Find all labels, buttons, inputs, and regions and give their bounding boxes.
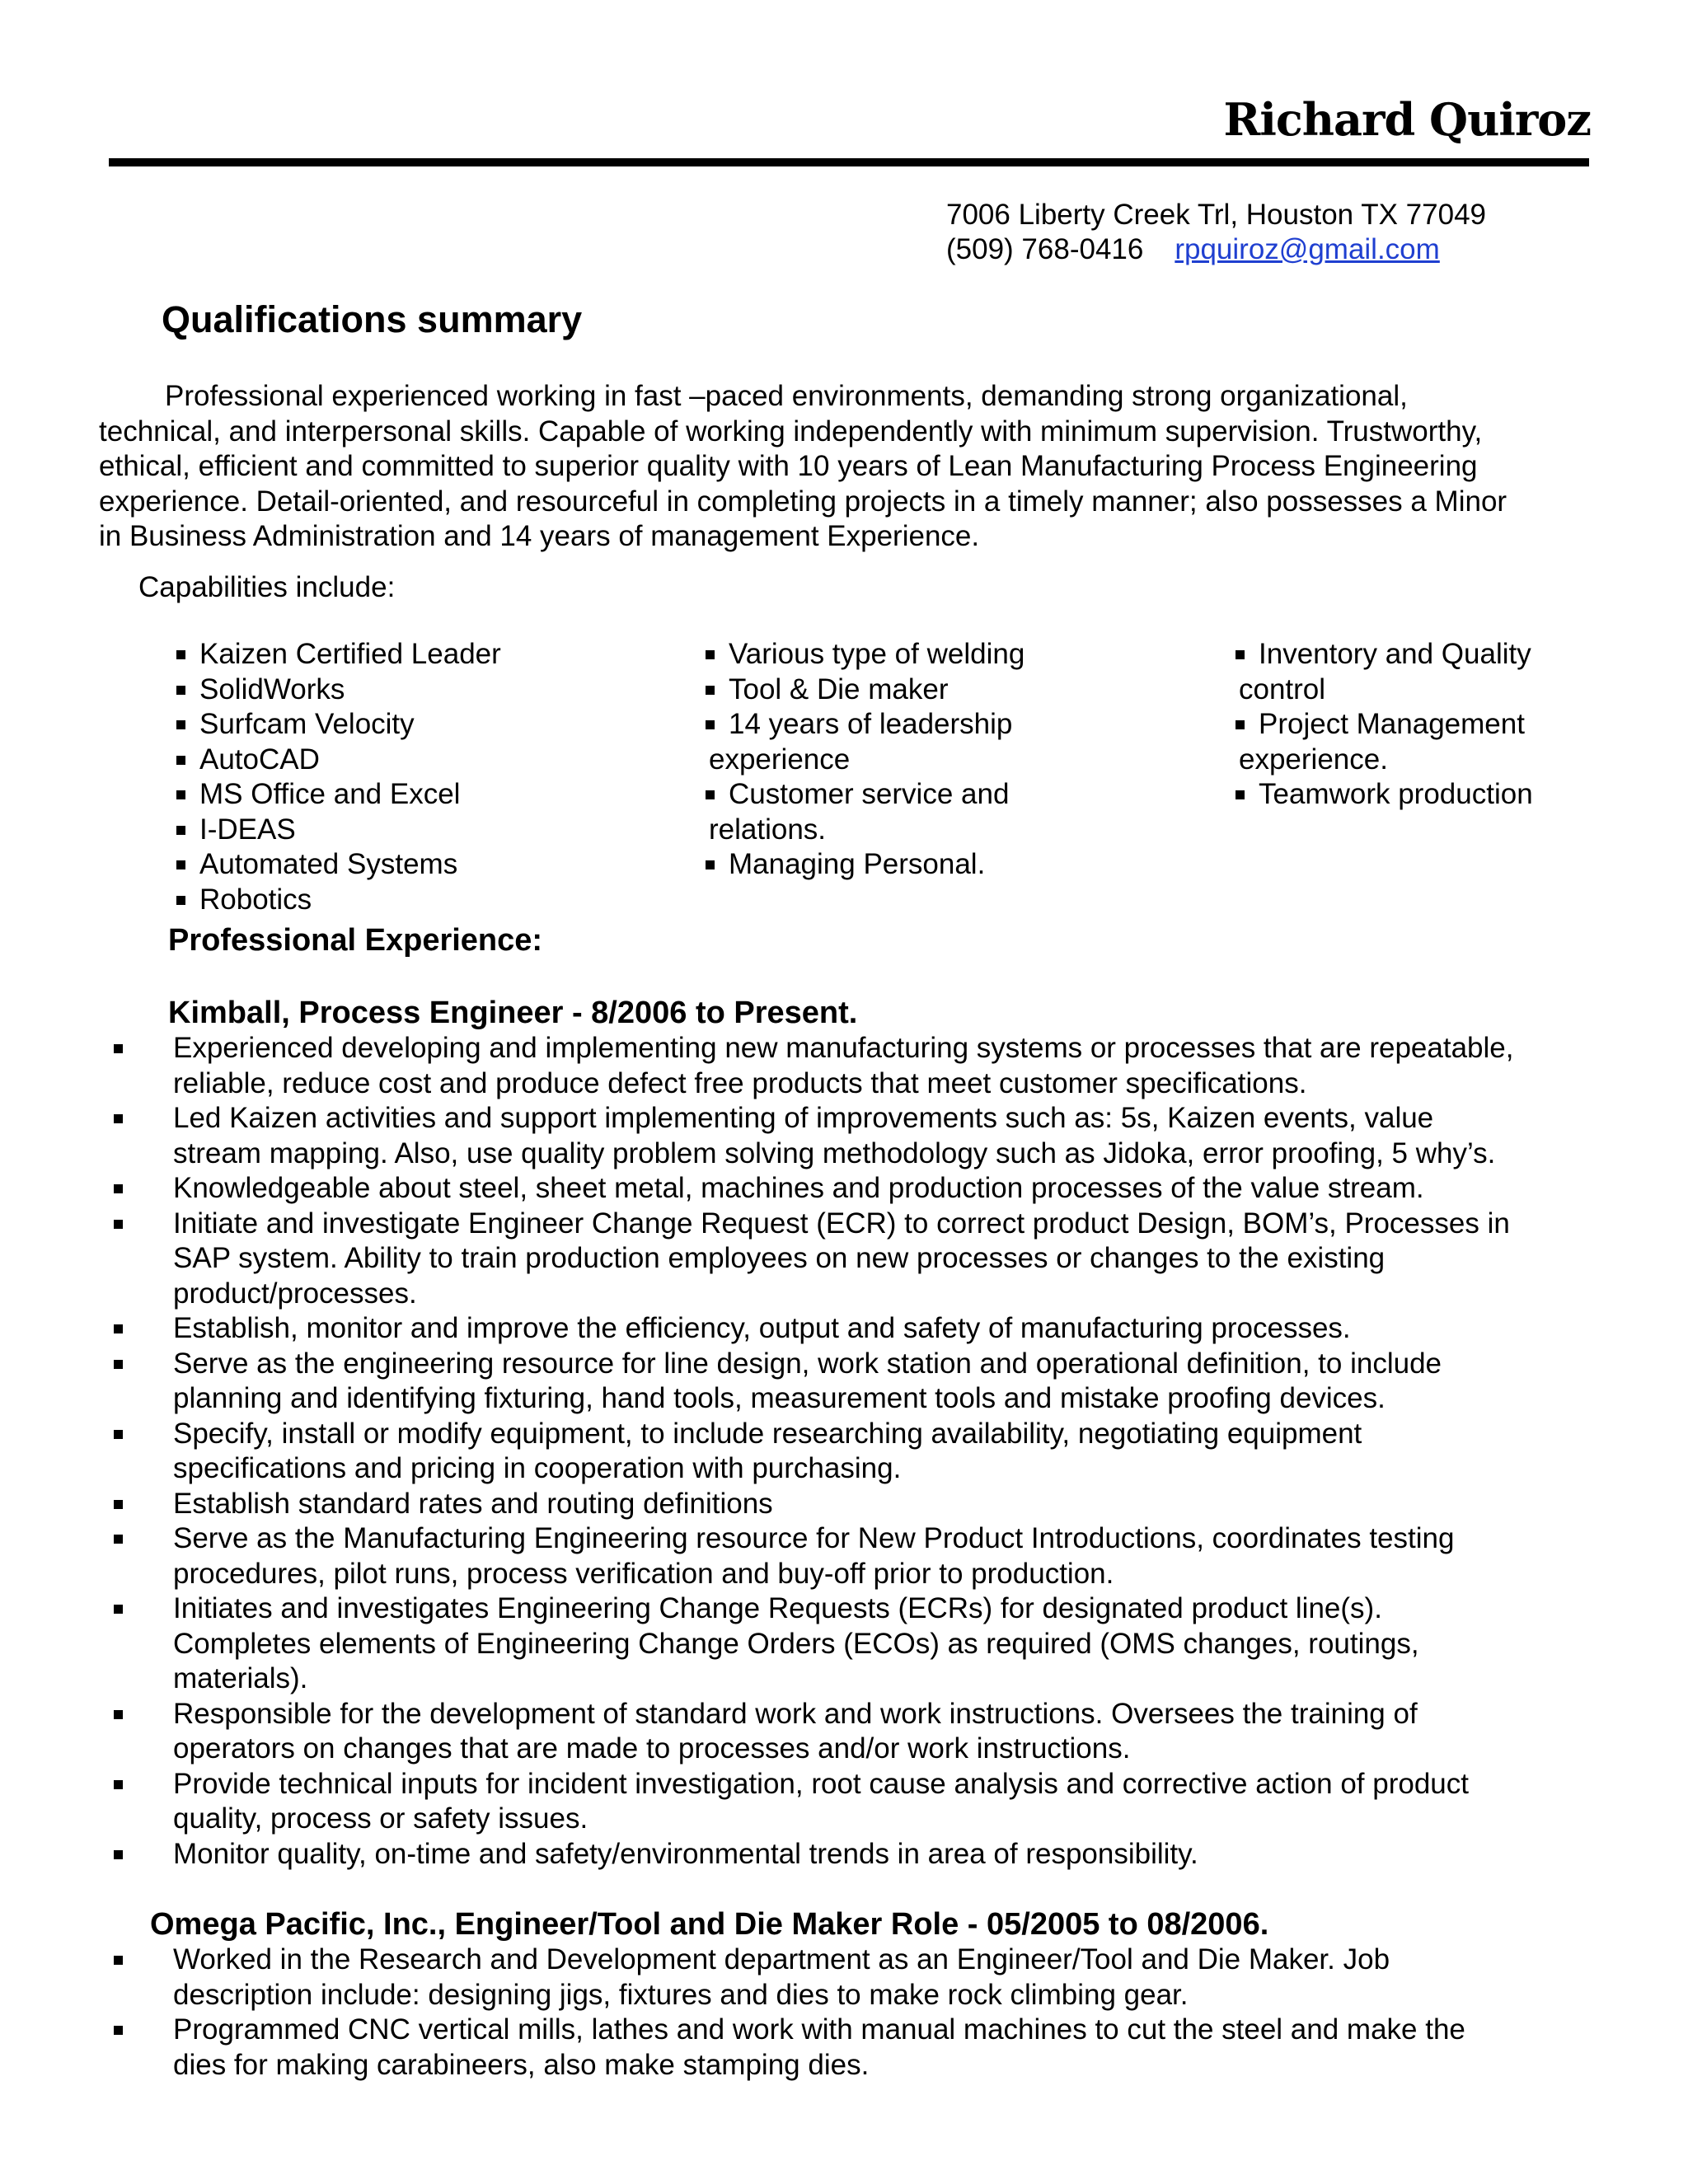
duty-line: Serve as the Manufacturing Engineering resource for New Product Introductions, coordinates testing bbox=[173, 1522, 1455, 1554]
duty-line: description include: designing jigs, fixtures and dies to make rock climbing gear. bbox=[173, 1978, 1189, 2011]
experience-heading: Professional Experience: bbox=[168, 923, 543, 958]
duty-line: Initiates and investigates Engineering Change Requests (ECRs) for designated product line(s). bbox=[173, 1592, 1382, 1624]
duty-line: Knowledgeable about steel, sheet metal, machines and production processes of the value stream. bbox=[173, 1172, 1424, 1204]
capability-text: Project Management bbox=[1259, 708, 1525, 740]
capability-text-continued: control bbox=[1239, 673, 1326, 705]
duty-line: Monitor quality, on-time and safety/environmental trends in area of responsibility. bbox=[173, 1837, 1198, 1870]
duty-line: Establish standard rates and routing definitions bbox=[173, 1487, 773, 1520]
capability-item: MS Office and Excel bbox=[171, 777, 666, 813]
header-divider bbox=[109, 158, 1589, 166]
summary-line: experience. Detail-oriented, and resourceful in completing projects in a timely manner; also possesses a Minor bbox=[99, 485, 1507, 518]
capability-item: Automated Systems bbox=[171, 847, 666, 883]
capability-item bbox=[1231, 637, 1610, 707]
capability-item: Surfcam Velocity bbox=[171, 707, 666, 743]
duty-line: Responsible for the development of standard work and work instructions. Oversees the training of bbox=[173, 1697, 1418, 1730]
duty-line: Worked in the Research and Development department as an Engineer/Tool and Die Maker. Job bbox=[173, 1943, 1390, 1975]
duty-item bbox=[173, 1521, 1599, 1591]
duty-item bbox=[173, 1591, 1599, 1697]
duty-item bbox=[173, 1487, 1599, 1522]
capability-item: I-DEAS bbox=[171, 813, 666, 848]
duty-line: Experienced developing and implementing new manufacturing systems or processes that are repeatable, bbox=[173, 1032, 1514, 1064]
duty-item bbox=[173, 1837, 1599, 1872]
duty-line: quality, process or safety issues. bbox=[173, 1802, 588, 1835]
capabilities-label: Capabilities include: bbox=[138, 571, 396, 603]
job-title-omega-pacific: Omega Pacific, Inc., Engineer/Tool and Die Maker Role - 05/2005 to 08/2006. bbox=[150, 1907, 1269, 1942]
duty-item bbox=[173, 1347, 1599, 1417]
duty-line: planning and identifying fixturing, hand tools, measurement tools and mistake proofing devices. bbox=[173, 1382, 1386, 1414]
capability-item bbox=[701, 777, 1146, 847]
address: 7006 Liberty Creek Trl, Houston TX 77049 bbox=[946, 199, 1487, 231]
job-duties-omega-pacific bbox=[173, 1943, 1599, 2083]
capability-item bbox=[1231, 707, 1610, 777]
duty-line: procedures, pilot runs, process verification and buy-off prior to production. bbox=[173, 1557, 1114, 1590]
duty-item bbox=[173, 1311, 1599, 1347]
duty-line: Establish, monitor and improve the efficiency, output and safety of manufacturing processes. bbox=[173, 1312, 1351, 1344]
capability-text-continued: relations. bbox=[709, 813, 827, 846]
duty-item bbox=[173, 1207, 1599, 1312]
duty-line: operators on changes that are made to processes and/or work instructions. bbox=[173, 1732, 1131, 1765]
capabilities-column-1 bbox=[171, 637, 666, 917]
capability-item: SolidWorks bbox=[171, 673, 666, 708]
duty-line: materials). bbox=[173, 1662, 308, 1694]
capability-item: Tool & Die maker bbox=[701, 673, 1146, 708]
capability-text-continued: experience. bbox=[1239, 743, 1388, 776]
duty-item bbox=[173, 1767, 1599, 1837]
capability-item: Kaizen Certified Leader bbox=[171, 637, 666, 673]
duty-line: Provide technical inputs for incident investigation, root cause analysis and corrective action of product bbox=[173, 1767, 1469, 1800]
summary-line: in Business Administration and 14 years of management Experience. bbox=[99, 520, 980, 552]
job-title-kimball: Kimball, Process Engineer - 8/2006 to Present. bbox=[168, 996, 858, 1030]
candidate-name: Richard Quiroz bbox=[1223, 93, 1591, 146]
capability-item: Managing Personal. bbox=[701, 847, 1146, 883]
duty-line: dies for making carabineers, also make stamping dies. bbox=[173, 2048, 870, 2081]
duty-line: stream mapping. Also, use quality problem solving methodology such as Jidoka, error proofing, 5 why’s. bbox=[173, 1137, 1496, 1169]
capability-text: 14 years of leadership bbox=[729, 708, 1013, 740]
duty-item bbox=[173, 1171, 1599, 1207]
capability-item: AutoCAD bbox=[171, 743, 666, 778]
duty-line: Programmed CNC vertical mills, lathes and work with manual machines to cut the steel and make the bbox=[173, 2013, 1465, 2046]
capability-text: Inventory and Quality bbox=[1259, 638, 1531, 670]
duty-item bbox=[173, 1031, 1599, 1101]
capabilities-column-2 bbox=[701, 637, 1146, 883]
duty-item bbox=[173, 2013, 1599, 2083]
capabilities-column-3 bbox=[1231, 637, 1610, 813]
duty-item bbox=[173, 1697, 1599, 1767]
capability-item bbox=[701, 707, 1146, 777]
email-link[interactable]: rpquiroz@gmail.com bbox=[1175, 233, 1440, 265]
capability-text-continued: experience bbox=[709, 743, 851, 776]
duty-item bbox=[173, 1101, 1599, 1171]
phone: (509) 768-0416 bbox=[946, 233, 1144, 265]
summary-line: ethical, efficient and committed to superior quality with 10 years of Lean Manufacturing Process Engineering bbox=[99, 450, 1478, 482]
qualifications-summary bbox=[99, 379, 1591, 555]
summary-line: technical, and interpersonal skills. Capable of working independently with minimum supervision. Trustworthy, bbox=[99, 415, 1483, 448]
qualifications-heading: Qualifications summary bbox=[162, 298, 583, 340]
capability-text: Customer service and bbox=[729, 778, 1010, 810]
duty-item bbox=[173, 1417, 1599, 1487]
duty-line: specifications and pricing in cooperation with purchasing. bbox=[173, 1452, 902, 1484]
capability-item: Various type of welding bbox=[701, 637, 1146, 673]
summary-line: Professional experienced working in fast –paced environments, demanding strong organizational, bbox=[165, 380, 1408, 412]
duty-line: Initiate and investigate Engineer Change Request (ECR) to correct product Design, BOM’s, Processes in bbox=[173, 1207, 1510, 1240]
duty-line: reliable, reduce cost and produce defect free products that meet customer specifications. bbox=[173, 1066, 1307, 1099]
duty-item bbox=[173, 1943, 1599, 2013]
duty-line: product/processes. bbox=[173, 1277, 417, 1310]
capability-item: Teamwork production bbox=[1231, 777, 1610, 813]
duty-line: Led Kaizen activities and support implementing of improvements such as: 5s, Kaizen events, value bbox=[173, 1102, 1434, 1134]
capability-item: Robotics bbox=[171, 883, 666, 918]
duty-line: Completes elements of Engineering Change Orders (ECOs) as required (OMS changes, routings, bbox=[173, 1627, 1419, 1660]
duty-line: SAP system. Ability to train production employees on new processes or changes to the existing bbox=[173, 1242, 1386, 1274]
duty-line: Specify, install or modify equipment, to include researching availability, negotiating equipment bbox=[173, 1417, 1362, 1450]
job-duties-kimball bbox=[173, 1031, 1599, 1872]
contact-block bbox=[946, 198, 1486, 267]
duty-line: Serve as the engineering resource for line design, work station and operational definition, to include bbox=[173, 1347, 1442, 1380]
phone-email-line bbox=[946, 232, 1486, 267]
